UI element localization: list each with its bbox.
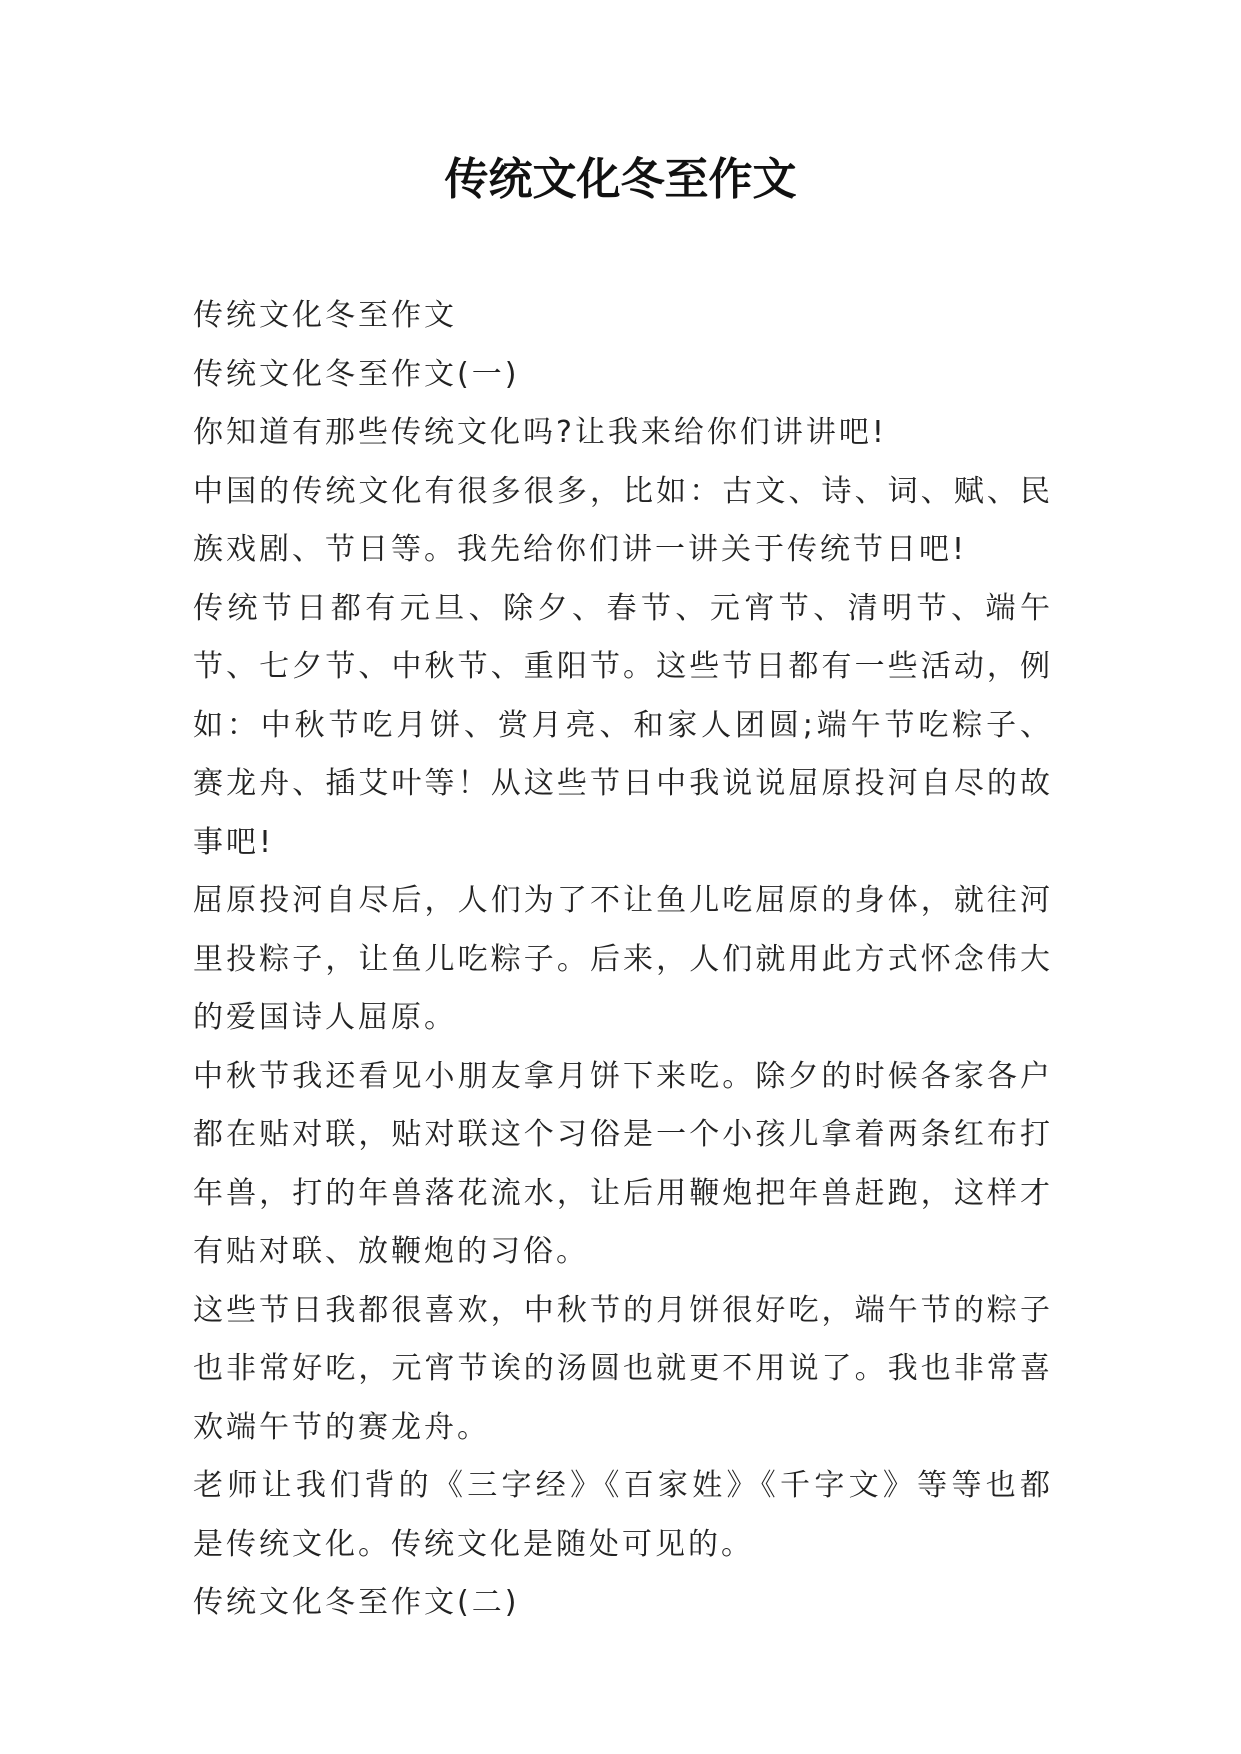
section-heading-one: 传统文化冬至作文(一) xyxy=(193,356,520,392)
paragraph: 你知道有那些传统文化吗?让我来给你们讲讲吧! xyxy=(193,415,887,450)
paragraph: 中国的传统文化有很多很多，比如：古文、诗、词、赋、民族戏剧、节日等。我先给你们讲一讲关于传统节日吧! xyxy=(193,473,1053,567)
paragraph-subtitle: 传统文化冬至作文 xyxy=(193,298,457,333)
document-title: 传统文化冬至作文 xyxy=(444,154,797,205)
section-heading-two: 传统文化冬至作文(二) xyxy=(193,1585,520,1620)
paragraph: 传统节日都有元旦、除夕、春节、元宵节、清明节、端午节、七夕节、中秋节、重阳节。这些节日都有一些活动，例如：中秋节吃月饼、赏月亮、和家人团圆;端午节吃粽子、赛龙舟、插艾叶等！从这些节日中我说说屈原投河自尽的故事吧! xyxy=(193,590,1053,860)
paragraph: 老师让我们背的《三字经》《百家姓》《千字文》等等也都是传统文化。传统文化是随处可见的。 xyxy=(193,1468,1053,1562)
paragraph: 这些节日我都很喜欢，中秋节的月饼很好吃，端午节的粽子也非常好吃，元宵节诶的汤圆也就更不用说了。我也非常喜欢端午节的赛龙舟。 xyxy=(193,1292,1053,1445)
document-body xyxy=(193,287,1053,1633)
paragraph: 屈原投河自尽后，人们为了不让鱼儿吃屈原的身体，就往河里投粽子，让鱼儿吃粽子。后来，人们就用此方式怀念伟大的爱国诗人屈原。 xyxy=(193,883,1053,1035)
paragraph: 中秋节我还看见小朋友拿月饼下来吃。除夕的时候各家各户都在贴对联，贴对联这个习俗是一个小孩儿拿着两条红布打年兽，打的年兽落花流水，让后用鞭炮把年兽赶跑，这样才有贴对联、放鞭炮的习俗。 xyxy=(193,1058,1053,1269)
